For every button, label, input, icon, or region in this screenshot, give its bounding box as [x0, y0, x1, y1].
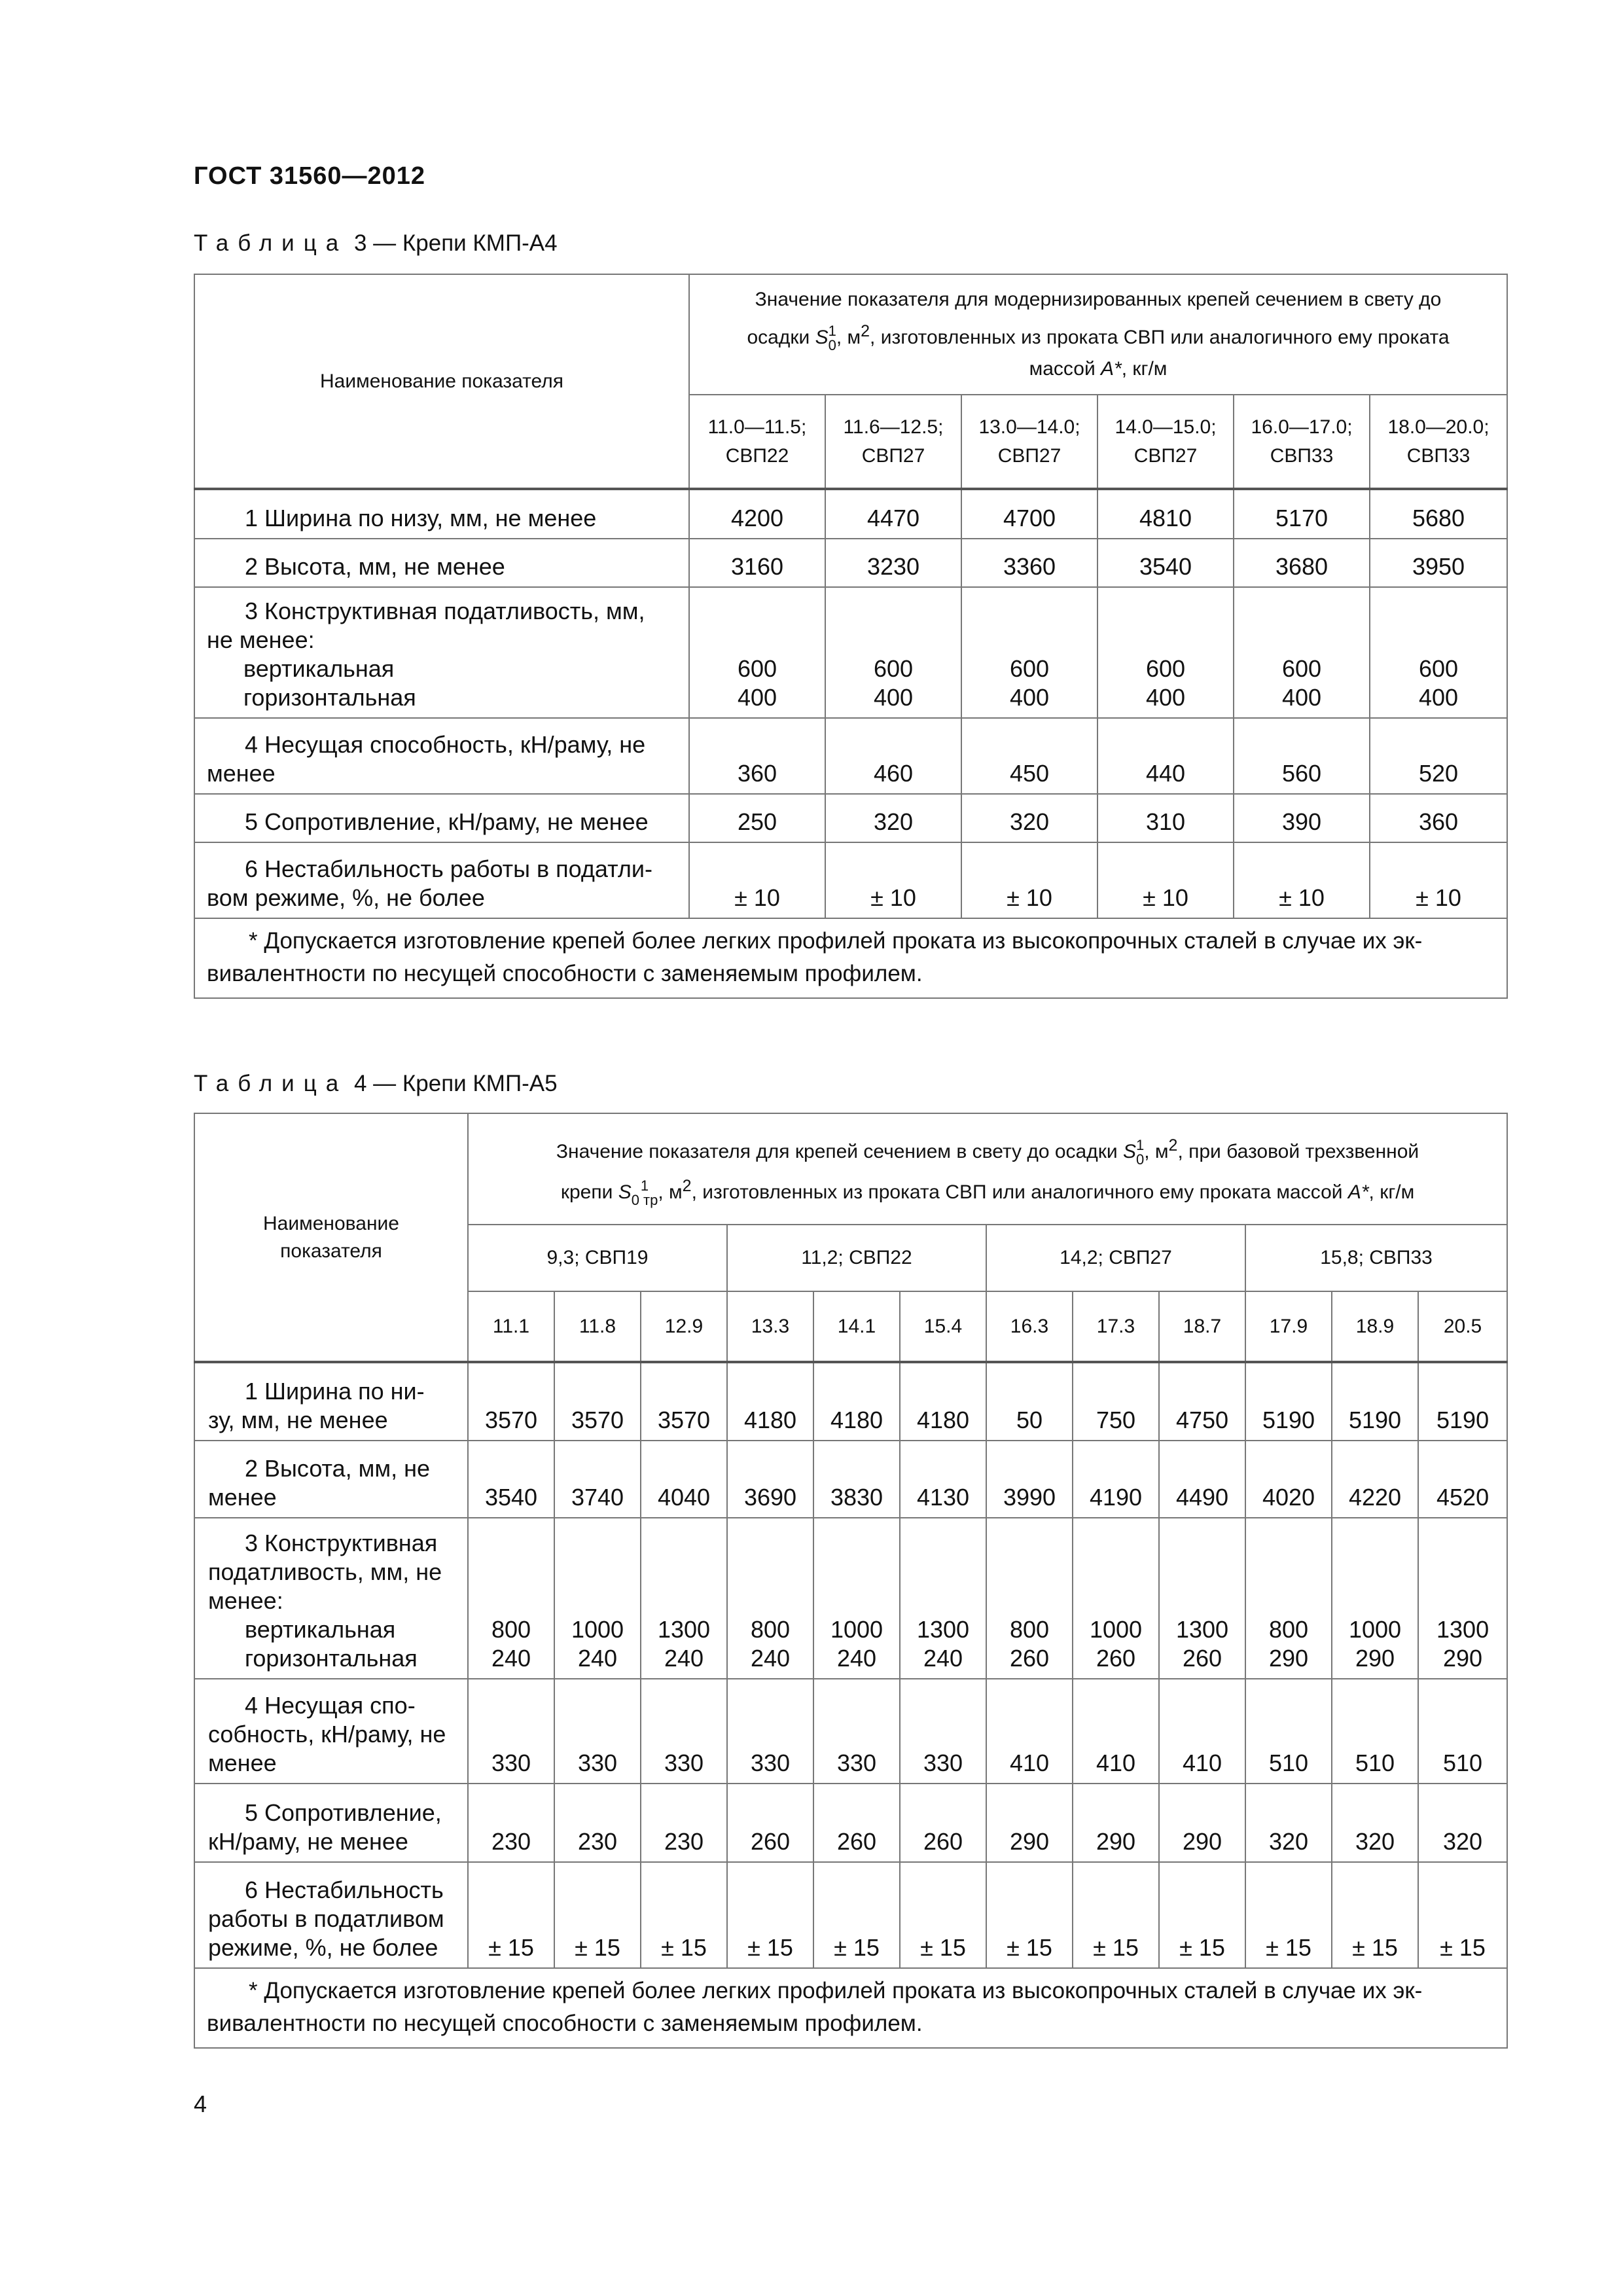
vh-var: S	[1122, 1141, 1136, 1162]
cell: 5170	[1234, 489, 1370, 539]
table3-footnote-row	[194, 918, 1507, 998]
cell-value: 600	[1418, 655, 1459, 682]
cell: 50	[986, 1362, 1073, 1441]
cell-value: 260	[1096, 1645, 1136, 1672]
row-name-text: менее	[207, 760, 276, 787]
table3-value-header-line2	[690, 315, 1507, 353]
cell: 3540	[1097, 539, 1234, 587]
cell: 520	[1370, 718, 1507, 794]
row-name	[194, 587, 689, 718]
cell-value: 1300	[657, 1616, 711, 1643]
cell: 310	[1097, 794, 1234, 842]
table4-group-header: 14,2; СВП27	[986, 1225, 1245, 1291]
cell: ± 15	[813, 1862, 900, 1968]
cell: 330	[641, 1679, 727, 1784]
row-name-text: вом режиме, %, не более	[207, 884, 485, 911]
row-name-text: 6 Нестабильность	[245, 1876, 444, 1903]
cell: 510	[1332, 1679, 1418, 1784]
cell-value: 1300	[1175, 1616, 1229, 1643]
col-profile: СВП27	[1133, 444, 1198, 467]
cell: 3360	[961, 539, 1097, 587]
cell-value: 400	[873, 684, 914, 711]
row-sub-label: горизонтальная	[243, 684, 416, 711]
cell: 320	[1332, 1784, 1418, 1862]
col-range: 16.0—17.0;	[1251, 416, 1353, 438]
cell	[1073, 1518, 1159, 1679]
table4	[194, 1113, 1508, 2049]
table-row	[194, 1362, 1507, 1441]
table-row	[194, 1679, 1507, 1784]
table4-subcol-header: 17.3	[1073, 1291, 1159, 1362]
cell: 4020	[1245, 1441, 1332, 1518]
vh-text: , при базовой трехзвенной	[1177, 1141, 1419, 1162]
table4-subcol-header: 13.3	[727, 1291, 813, 1362]
cell	[727, 1518, 813, 1679]
row-name	[194, 1862, 468, 1968]
vh-text: Значение показателя для крепей сечением в свету до осадки	[556, 1141, 1123, 1162]
footnote-text: * Допускается изготовление крепей более легких профилей проката из высокопрочных сталей в случае их эк-	[249, 928, 1423, 954]
row-name	[194, 489, 689, 539]
vh-text: , кг/м	[1121, 358, 1168, 380]
cell	[961, 587, 1097, 718]
row-name-text: не менее:	[207, 626, 315, 653]
table4-group-header: 15,8; СВП33	[1245, 1225, 1507, 1291]
table-row	[194, 718, 1507, 794]
vh-sub: 0 тр	[631, 1192, 658, 1209]
table4-footnote-row	[194, 1968, 1507, 2048]
table3-col-header	[1370, 395, 1507, 489]
col-range: 11.0—11.5;	[707, 416, 807, 438]
vh-text: , изготовленных из проката СВП или аналогичного ему проката массой	[691, 1181, 1348, 1203]
vh-var: S	[618, 1181, 632, 1203]
cell: 4470	[825, 489, 961, 539]
cell-value: 600	[737, 655, 777, 682]
cell: 510	[1418, 1679, 1507, 1784]
table4-footnote	[194, 1968, 1507, 2048]
cell	[1159, 1518, 1245, 1679]
cell: 4130	[900, 1441, 986, 1518]
cell: 3570	[641, 1362, 727, 1441]
cell: ± 15	[900, 1862, 986, 1968]
cell: ± 15	[554, 1862, 641, 1968]
cell: 320	[1245, 1784, 1332, 1862]
cell: 230	[641, 1784, 727, 1862]
cell: 320	[961, 794, 1097, 842]
cell: 4180	[813, 1362, 900, 1441]
table3	[194, 274, 1508, 999]
row-name-text: режиме, %, не более	[208, 1934, 438, 1961]
cell: 510	[1245, 1679, 1332, 1784]
cell	[1097, 587, 1234, 718]
cell: 4190	[1073, 1441, 1159, 1518]
cell-value: 290	[1355, 1645, 1395, 1672]
cell-value: 240	[750, 1645, 791, 1672]
cell: 4040	[641, 1441, 727, 1518]
cell-value: 400	[1009, 684, 1050, 711]
row-name-text: 2 Высота, мм, не менее	[245, 553, 505, 580]
row-name	[194, 1679, 468, 1784]
vh-sup2: 2	[861, 322, 870, 340]
cell-value: 240	[664, 1645, 704, 1672]
table-row	[194, 1784, 1507, 1862]
table3-name-header: Наименование показателя	[194, 274, 689, 489]
vh-supsub	[829, 324, 836, 353]
vh-supsub	[1136, 1138, 1144, 1167]
cell: 5190	[1332, 1362, 1418, 1441]
cell: 3230	[825, 539, 961, 587]
cell: ± 15	[1073, 1862, 1159, 1968]
cell-value: 800	[750, 1616, 791, 1643]
cell: ± 15	[468, 1862, 554, 1968]
cell: 3680	[1234, 539, 1370, 587]
row-name	[194, 539, 689, 587]
row-name	[194, 1784, 468, 1862]
table4-subcol-header: 18.7	[1159, 1291, 1245, 1362]
cell-value: 800	[491, 1616, 531, 1643]
row-name-text: зу, мм, не менее	[208, 1407, 388, 1433]
col-profile: СВП33	[1406, 444, 1471, 467]
table4-subcol-header: 11.1	[468, 1291, 554, 1362]
table-row	[194, 539, 1507, 587]
cell-value: 600	[873, 655, 914, 682]
cell	[986, 1518, 1073, 1679]
cell-value: 290	[1268, 1645, 1309, 1672]
cell: 410	[1073, 1679, 1159, 1784]
cell: 3540	[468, 1441, 554, 1518]
cell: 3570	[554, 1362, 641, 1441]
name-header-text: Наименование	[263, 1212, 399, 1234]
cell: 4180	[727, 1362, 813, 1441]
table3-caption	[194, 230, 558, 257]
table-row	[194, 1518, 1507, 1679]
cell: ± 10	[1234, 842, 1370, 918]
cell-value: 600	[1145, 655, 1186, 682]
vh-sub: 0	[828, 337, 836, 354]
footnote-text: * Допускается изготовление крепей более легких профилей проката из высокопрочных сталей в случае их эк-	[249, 1978, 1423, 2003]
col-range: 18.0—20.0;	[1387, 416, 1489, 438]
table4-value-header-line1	[469, 1128, 1507, 1169]
cell: ± 15	[1332, 1862, 1418, 1968]
table4-group-header: 11,2; СВП22	[727, 1225, 986, 1291]
cell: ± 10	[1370, 842, 1507, 918]
table-row	[194, 489, 1507, 539]
cell: ± 10	[961, 842, 1097, 918]
row-name	[194, 1441, 468, 1518]
row-name	[194, 1518, 468, 1679]
cell-value: 1000	[1348, 1616, 1402, 1643]
row-name-text: 3 Конструктивная	[245, 1530, 438, 1556]
cell: ± 15	[986, 1862, 1073, 1968]
vh-var: A*	[1101, 358, 1122, 380]
cell: 4520	[1418, 1441, 1507, 1518]
cell: 440	[1097, 718, 1234, 794]
vh-sup: 1	[828, 323, 836, 340]
table4-subcol-header: 14.1	[813, 1291, 900, 1362]
cell-value: 260	[1009, 1645, 1050, 1672]
page-number: 4	[194, 2090, 207, 2117]
cell: ± 10	[1097, 842, 1234, 918]
cell: 330	[554, 1679, 641, 1784]
cell-value: 1000	[571, 1616, 624, 1643]
row-name	[194, 1362, 468, 1441]
cell-value: 400	[1281, 684, 1322, 711]
cell	[641, 1518, 727, 1679]
col-profile: СВП33	[1270, 444, 1334, 467]
table4-subcol-header: 18.9	[1332, 1291, 1418, 1362]
row-name-text: 1 Ширина по низу, мм, не менее	[245, 505, 597, 531]
row-name-text: 4 Несущая спо-	[245, 1692, 416, 1719]
cell-value: 290	[1443, 1645, 1483, 1672]
vh-text: осадки	[747, 327, 815, 348]
row-name-text: 2 Высота, мм, не	[245, 1455, 431, 1482]
cell-value: 240	[836, 1645, 877, 1672]
table4-subcol-header: 15.4	[900, 1291, 986, 1362]
cell: 4180	[900, 1362, 986, 1441]
cell: 360	[689, 718, 825, 794]
table-row	[194, 1862, 1507, 1968]
vh-sup2: 2	[682, 1177, 692, 1195]
name-header-text: показателя	[280, 1240, 382, 1262]
cell-value: 240	[923, 1645, 963, 1672]
cell: 330	[900, 1679, 986, 1784]
cell: 290	[1073, 1784, 1159, 1862]
cell-value: 800	[1268, 1616, 1309, 1643]
cell: 290	[986, 1784, 1073, 1862]
cell	[689, 587, 825, 718]
cell: 3830	[813, 1441, 900, 1518]
cell-value: 240	[491, 1645, 531, 1672]
table3-value-header-line1: Значение показателя для модернизированных крепей сечением в свету до	[755, 289, 1442, 310]
cell-value: 600	[1281, 655, 1322, 682]
row-name-text: менее	[208, 1484, 277, 1511]
table4-caption-title: 4 — Крепи КМП-А5	[348, 1071, 558, 1096]
cell: 330	[468, 1679, 554, 1784]
cell-value: 400	[1145, 684, 1186, 711]
table4-caption	[194, 1071, 558, 1097]
table4-name-header	[194, 1113, 468, 1362]
table4-caption-word: Таблица	[194, 1071, 348, 1096]
cell: 5190	[1245, 1362, 1332, 1441]
cell	[900, 1518, 986, 1679]
cell: 360	[1370, 794, 1507, 842]
cell: 3570	[468, 1362, 554, 1441]
cell: 250	[689, 794, 825, 842]
vh-text: , м	[1144, 1141, 1169, 1162]
vh-var: A*	[1347, 1181, 1369, 1203]
table4-subcol-header: 11.8	[554, 1291, 641, 1362]
row-name-text: собность, кН/раму, не	[208, 1721, 446, 1748]
table-row	[194, 1441, 1507, 1518]
row-name-text: податливость, мм, не	[208, 1558, 442, 1585]
vh-sub: 0	[1135, 1151, 1145, 1168]
cell	[1370, 587, 1507, 718]
cell: 290	[1159, 1784, 1245, 1862]
cell: 410	[986, 1679, 1073, 1784]
document-header: ГОСТ 31560—2012	[194, 162, 426, 190]
cell: ± 15	[641, 1862, 727, 1968]
cell: 460	[825, 718, 961, 794]
table3-col-header	[1234, 395, 1370, 489]
cell	[1332, 1518, 1418, 1679]
cell: 3990	[986, 1441, 1073, 1518]
vh-text: , кг/м	[1368, 1181, 1415, 1203]
cell	[813, 1518, 900, 1679]
cell: 4810	[1097, 489, 1234, 539]
vh-sup2: 2	[1168, 1136, 1178, 1155]
table-row	[194, 842, 1507, 918]
cell: ± 10	[689, 842, 825, 918]
table4-group-header: 9,3; СВП19	[468, 1225, 727, 1291]
row-name-text: кН/раму, не менее	[208, 1828, 408, 1855]
cell: 560	[1234, 718, 1370, 794]
table-row	[194, 794, 1507, 842]
col-range: 14.0—15.0;	[1115, 416, 1217, 438]
col-range: 11.6—12.5;	[843, 416, 944, 438]
cell: 3740	[554, 1441, 641, 1518]
cell: 390	[1234, 794, 1370, 842]
table3-col-header	[825, 395, 961, 489]
cell: 230	[554, 1784, 641, 1862]
table4-subcol-header: 20.5	[1418, 1291, 1507, 1362]
cell	[554, 1518, 641, 1679]
cell-value: 800	[1009, 1616, 1050, 1643]
cell	[1234, 587, 1370, 718]
cell-value: 400	[1418, 684, 1459, 711]
row-name	[194, 794, 689, 842]
cell: 5680	[1370, 489, 1507, 539]
vh-sup: 1	[1135, 1137, 1145, 1154]
cell: 260	[727, 1784, 813, 1862]
cell: 3950	[1370, 539, 1507, 587]
row-sub-label: вертикальная	[243, 655, 395, 682]
footnote-text: вивалентности по несущей способности с заменяемым профилем.	[207, 2011, 923, 2036]
cell-value: 600	[1009, 655, 1050, 682]
vh-supsub	[632, 1179, 658, 1208]
cell: 4700	[961, 489, 1097, 539]
cell: 230	[468, 1784, 554, 1862]
cell	[1418, 1518, 1507, 1679]
cell: 320	[825, 794, 961, 842]
row-name-text: менее:	[208, 1587, 283, 1614]
cell	[825, 587, 961, 718]
table3-col-header	[1097, 395, 1234, 489]
row-name-text: 3 Конструктивная податливость, мм,	[245, 598, 645, 624]
cell: 5190	[1418, 1362, 1507, 1441]
cell: ± 15	[1245, 1862, 1332, 1968]
row-sub-label: горизонтальная	[245, 1645, 418, 1672]
table4-value-header-line2	[469, 1169, 1507, 1210]
row-name-text: 5 Сопротивление, кН/раму, не менее	[245, 808, 649, 835]
cell: 3690	[727, 1441, 813, 1518]
cell: 3160	[689, 539, 825, 587]
cell-value: 1300	[916, 1616, 970, 1643]
table4-subcol-header: 12.9	[641, 1291, 727, 1362]
cell-value: 1000	[1089, 1616, 1143, 1643]
table4-value-header	[468, 1113, 1507, 1225]
table-row	[194, 587, 1507, 718]
cell	[1245, 1518, 1332, 1679]
row-name-text: работы в податливом	[208, 1905, 444, 1932]
cell: 750	[1073, 1362, 1159, 1441]
cell: 330	[813, 1679, 900, 1784]
row-name-text: 6 Нестабильность работы в податли-	[245, 855, 652, 882]
col-range: 13.0—14.0;	[978, 416, 1080, 438]
row-name	[194, 842, 689, 918]
col-profile: СВП27	[997, 444, 1061, 467]
vh-text: , м	[658, 1181, 683, 1203]
cell-value: 1000	[830, 1616, 883, 1643]
vh-sup: 1	[640, 1177, 649, 1194]
col-profile: СВП27	[861, 444, 925, 467]
cell-value: 240	[577, 1645, 618, 1672]
cell: 4220	[1332, 1441, 1418, 1518]
table3-value-header	[689, 274, 1507, 395]
vh-var: S	[815, 327, 829, 348]
table3-footnote	[194, 918, 1507, 998]
vh-text: , изготовленных из проката СВП или аналогичного ему проката	[870, 327, 1450, 348]
table3-col-header	[961, 395, 1097, 489]
table4-subcol-header: 17.9	[1245, 1291, 1332, 1362]
cell-value: 1300	[1436, 1616, 1489, 1643]
cell: 260	[813, 1784, 900, 1862]
cell: ± 10	[825, 842, 961, 918]
vh-text: массой	[1029, 358, 1101, 380]
cell: 450	[961, 718, 1097, 794]
row-name-text: 1 Ширина по ни-	[245, 1378, 425, 1405]
row-name-text: 5 Сопротивление,	[245, 1799, 442, 1826]
cell-value: 400	[737, 684, 777, 711]
cell: ± 15	[1418, 1862, 1507, 1968]
cell: 410	[1159, 1679, 1245, 1784]
row-name-text: менее	[208, 1749, 277, 1776]
table4-subcol-header: 16.3	[986, 1291, 1073, 1362]
vh-text: , м	[836, 327, 861, 348]
cell-value: 260	[1182, 1645, 1222, 1672]
table3-value-header-line3	[690, 353, 1507, 385]
cell: 4200	[689, 489, 825, 539]
table3-caption-title: 3 — Крепи КМП-А4	[348, 230, 558, 256]
cell	[468, 1518, 554, 1679]
table3-col-header	[689, 395, 825, 489]
vh-text: крепи	[560, 1181, 618, 1203]
col-profile: СВП22	[725, 444, 789, 467]
cell: 260	[900, 1784, 986, 1862]
table3-caption-word: Таблица	[194, 230, 348, 256]
row-name	[194, 718, 689, 794]
cell: ± 15	[727, 1862, 813, 1968]
cell: 320	[1418, 1784, 1507, 1862]
row-sub-label: вертикальная	[245, 1616, 396, 1643]
row-name-text: 4 Несущая способность, кН/раму, не	[245, 731, 646, 758]
cell: 4490	[1159, 1441, 1245, 1518]
cell: 4750	[1159, 1362, 1245, 1441]
footnote-text: вивалентности по несущей способности с заменяемым профилем.	[207, 961, 923, 986]
cell: 330	[727, 1679, 813, 1784]
cell: ± 15	[1159, 1862, 1245, 1968]
